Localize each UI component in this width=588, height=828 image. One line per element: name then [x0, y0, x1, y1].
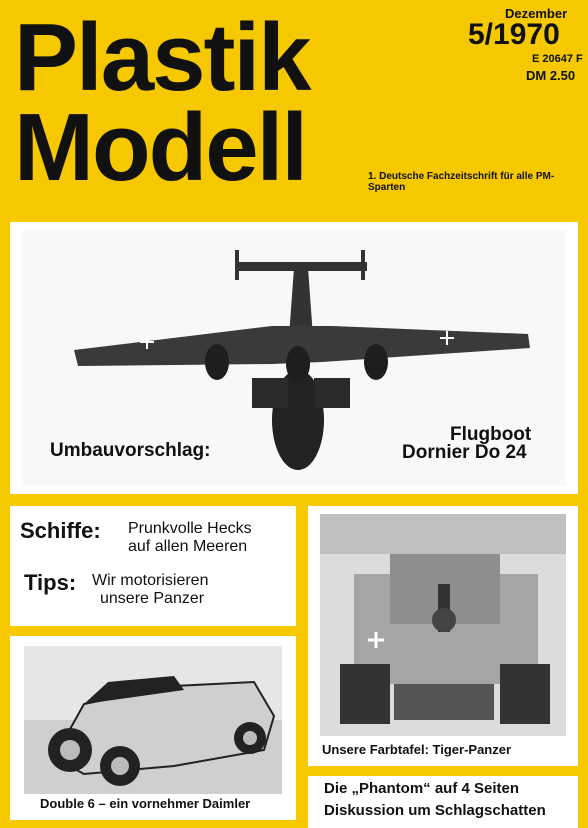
feature-text-line: Wir motorisieren — [92, 572, 209, 589]
feature-ships-text — [128, 520, 252, 556]
cover-story-left-headline: Umbauvorschlag: — [50, 440, 211, 461]
feature-label: Schiffe: — [20, 518, 101, 543]
masthead-title-line1: Plastik — [14, 4, 310, 111]
issue-month: Dezember — [505, 6, 568, 21]
feature-tips-text — [92, 572, 208, 608]
features-panel — [10, 506, 296, 626]
car-caption: Double 6 – ein vornehmer Daimler — [40, 796, 251, 811]
feature-text-line: unsere Panzer — [100, 590, 205, 607]
feature-ships — [20, 518, 101, 544]
tiger-caption: Unsere Farbtafel: Tiger-Panzer — [322, 742, 512, 757]
daimler-photo — [24, 646, 282, 794]
phantom-line2: Diskussion um Schlagschatten — [324, 802, 546, 819]
feature-text-line: auf allen Meeren — [128, 538, 248, 555]
tiger-panel — [308, 506, 578, 766]
cover-story-panel — [10, 222, 578, 494]
car-panel — [10, 636, 296, 820]
cover-story-right-line2: Dornier Do 24 — [402, 442, 527, 463]
phantom-panel — [308, 776, 578, 828]
feature-tips — [24, 570, 76, 596]
issue-code: E 20647 F — [532, 53, 583, 65]
masthead-title-line2: Modell — [14, 94, 306, 201]
tiger-tank-photo — [320, 514, 566, 736]
cover-story-right-line1: Flugboot — [450, 424, 532, 445]
feature-text-line: Prunkvolle Hecks — [128, 520, 252, 537]
issue-number: 5/1970 — [468, 18, 560, 51]
feature-label: Tips: — [24, 570, 77, 595]
masthead-tagline: 1. Deutsche Fachzeitschrift für alle PM-Sparten — [368, 171, 555, 193]
issue-price: DM 2.50 — [526, 68, 576, 83]
phantom-line1: Die „Phantom“ auf 4 Seiten — [324, 780, 520, 797]
